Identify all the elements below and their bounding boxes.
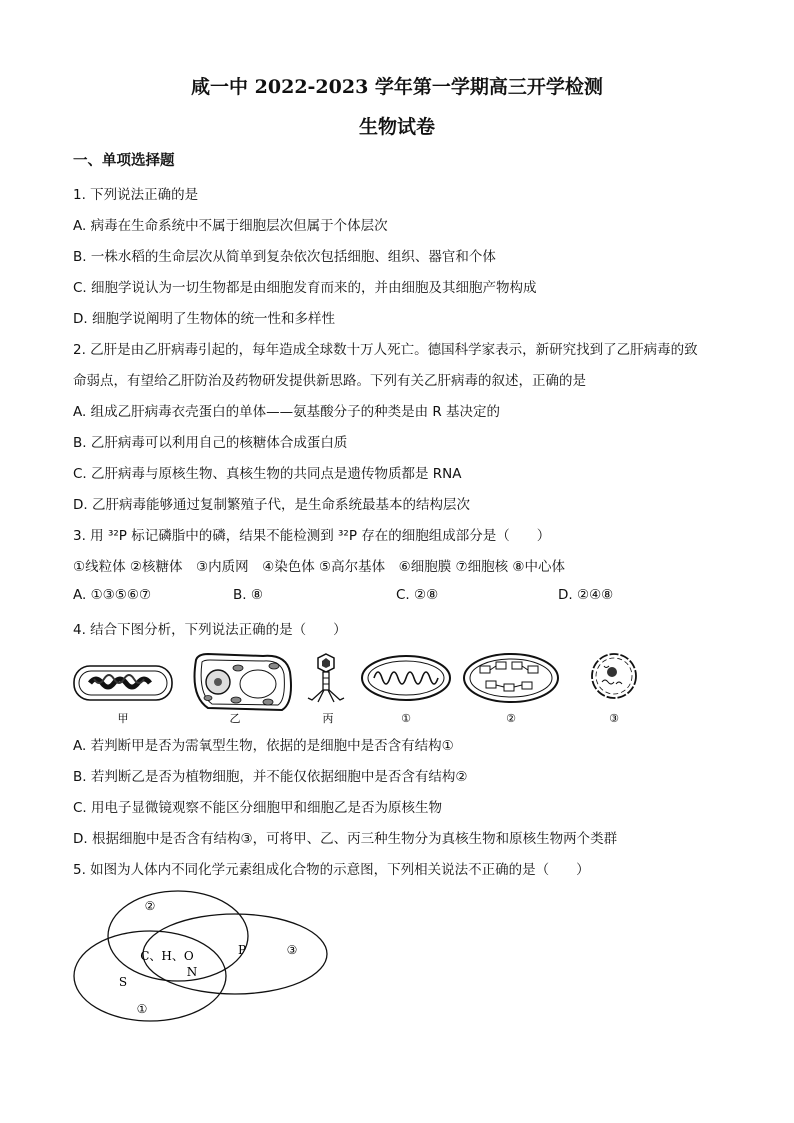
venn-circle-2 [108,891,248,981]
venn-label-2: ② [144,899,156,913]
label-structure-3: ③ [609,712,619,725]
venn-label-n: N [186,965,198,979]
q2-stem-line2: 命弱点，有望给乙肝防治及药物研发提供新思路。下列有关乙肝病毒的叙述，正确的是 [73,373,586,389]
label-jia: 甲 [117,712,129,725]
venn-label-p: P [237,943,247,957]
q4-option-c: C. 用电子显微镜观察不能区分细胞甲和细胞乙是否为原核生物 [73,800,443,816]
chloroplast-drawing [464,654,558,702]
q3-option-a: A. ①③⑤⑥⑦ [73,587,152,603]
q1-option-a: A. 病毒在生命系统中不属于细胞层次但属于个体层次 [73,218,388,234]
q2-stem-line1: 2. 乙肝是由乙肝病毒引起的，每年造成全球数十万人死亡。德国科学家表示，新研究找到了乙肝病毒的致 [73,342,698,358]
venn-center-label: C、H、O [140,949,194,963]
q4-stem: 4. 结合下图分析，下列说法正确的是（ ） [73,622,347,638]
q3-option-c: C. ②⑧ [396,587,439,603]
section-heading: 一、单项选择题 [73,153,175,169]
q1-option-c: C. 细胞学说认为一切生物都是由细胞发育而来的，并由细胞及其细胞产物构成 [73,280,537,296]
mitochondrion-drawing [362,656,450,700]
q1-stem: 1. 下列说法正确的是 [73,187,199,203]
q4-option-a: A. 若判断甲是否为需氧型生物，依据的是细胞中是否含有结构① [73,738,454,754]
label-structure-1: ① [401,712,411,725]
q2-option-a: A. 组成乙肝病毒衣壳蛋白的单体——氨基酸分子的种类是由 R 基决定的 [73,404,501,420]
exam-subtitle: 生物试卷 [358,116,435,138]
q3-structure-list: ①线粒体 ②核糖体 ③内质网 ④染色体 ⑤高尔基体 ⑥细胞膜 ⑦细胞核 ⑧中心体 [73,559,565,575]
exam-title: 咸一中 2022-2023 学年第一学期高三开学检测 [191,76,603,98]
q2-option-c: C. 乙肝病毒与原核生物、真核生物的共同点是遗传物质都是 RNA [73,466,462,482]
q3-option-b: B. ⑧ [233,587,263,603]
q3-stem: 3. 用 ³²P 标记磷脂中的磷，结果不能检测到 ³²P 存在的细胞组成部分是（ ） [73,528,551,544]
nucleus-drawing [592,654,636,698]
label-yi: 乙 [229,712,241,725]
label-bing: 丙 [322,712,334,725]
venn-circle-1 [74,931,226,1021]
bacterium-drawing [74,666,172,700]
q2-option-d: D. 乙肝病毒能够通过复制繁殖子代，是生命系统最基本的结构层次 [73,497,470,513]
venn-label-1: ① [136,1002,148,1016]
q4-cell-figure [68,648,648,726]
q1-option-b: B. 一株水稻的生命层次从简单到复杂依次包括细胞、组织、器官和个体 [73,249,496,265]
bacteriophage-drawing [308,654,344,702]
label-structure-2: ② [506,712,516,725]
q1-option-d: D. 细胞学说阐明了生物体的统一性和多样性 [73,311,335,327]
q3-option-d: D. ②④⑧ [558,587,614,603]
q2-option-b: B. 乙肝病毒可以利用自己的核糖体合成蛋白质 [73,435,348,451]
q5-stem: 5. 如图为人体内不同化学元素组成化合物的示意图，下列相关说法不正确的是（ ） [73,862,590,878]
q5-venn-diagram [70,888,330,1023]
q4-option-d: D. 根据细胞中是否含有结构③，可将甲、乙、丙三种生物分为真核生物和原核生物两个类群 [73,831,618,847]
venn-label-3: ③ [286,943,298,957]
q4-option-b: B. 若判断乙是否为植物细胞，并不能仅依据细胞中是否含有结构② [73,769,468,785]
plant-cell-drawing [195,654,292,710]
venn-label-s: S [118,975,128,989]
